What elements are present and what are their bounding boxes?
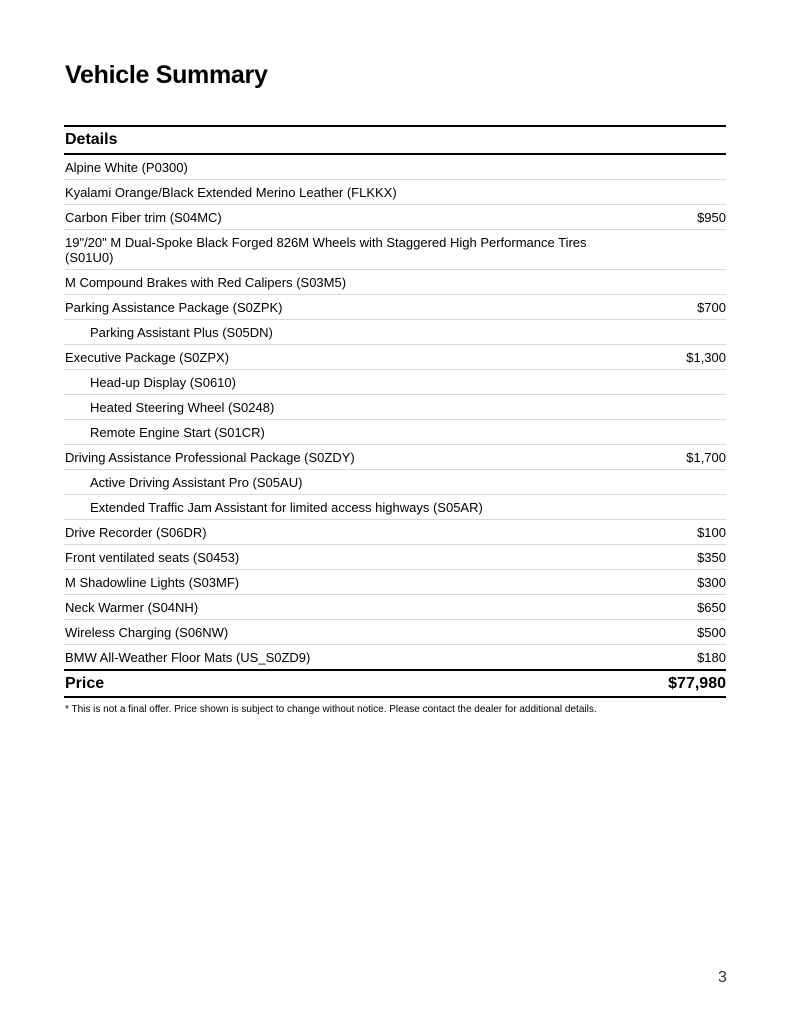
item-label: Parking Assistant Plus (S05DN) [90,325,273,340]
item-label: Carbon Fiber trim (S04MC) [65,210,222,225]
details-header: Details [64,125,726,155]
item-label: 19"/20" M Dual-Spoke Black Forged 826M Wheels with Staggered High Performance Tires (S01U0) [65,235,587,265]
item-row [64,645,726,669]
item-label: Head-up Display (S0610) [90,375,236,390]
item-label: BMW All-Weather Floor Mats (US_S0ZD9) [65,650,311,665]
item-row [64,520,726,545]
total-row [64,669,726,698]
sub-item-row [64,320,726,345]
item-label: Kyalami Orange/Black Extended Merino Leather (FLKKX) [65,185,397,200]
sub-item-row [64,370,726,395]
vehicle-summary-table [64,125,726,716]
item-label: M Shadowline Lights (S03MF) [65,575,240,590]
item-label: Drive Recorder (S06DR) [65,525,207,540]
item-row [64,620,726,645]
item-label: Driving Assistance Professional Package (S0ZDY) [65,450,355,465]
item-label: Remote Engine Start (S01CR) [90,425,265,440]
item-label: Neck Warmer (S04NH) [65,600,199,615]
item-row [64,205,726,230]
sub-item-row [64,420,726,445]
item-row [64,570,726,595]
item-price: $350 [697,550,726,565]
total-label: Price [65,675,105,692]
page-title: Vehicle Summary [65,61,268,89]
item-label: Parking Assistance Package (S0ZPK) [65,300,283,315]
item-row [64,445,726,470]
sub-item-row [64,470,726,495]
item-price: $1,300 [686,350,726,365]
item-row [64,180,726,205]
item-label: M Compound Brakes with Red Calipers (S03M5) [65,275,347,290]
item-row [64,270,726,295]
item-label: Executive Package (S0ZPX) [65,350,230,365]
sub-item-row [64,395,726,420]
item-price: $700 [697,300,726,315]
sub-item-row [64,495,726,520]
item-row [64,230,726,270]
item-label: Active Driving Assistant Pro (S05AU) [90,475,303,490]
item-row [64,155,726,180]
item-row [64,345,726,370]
total-price: $77,980 [668,675,726,692]
disclaimer: * This is not a final offer. Price shown is subject to change without notice. Please contact the dealer for additional details. [65,704,597,715]
item-price: $100 [697,525,726,540]
item-label: Wireless Charging (S06NW) [65,625,229,640]
item-label: Heated Steering Wheel (S0248) [90,400,275,415]
details-list [64,155,726,669]
item-row [64,595,726,620]
item-price: $1,700 [686,450,726,465]
item-label: Front ventilated seats (S0453) [65,550,240,565]
item-row [64,545,726,570]
item-price: $950 [697,210,726,225]
page-number: 3 [718,969,727,986]
item-price: $650 [697,600,726,615]
item-label: Extended Traffic Jam Assistant for limited access highways (S05AR) [90,500,483,515]
item-price: $180 [697,650,726,665]
item-label: Alpine White (P0300) [65,160,188,175]
item-price: $300 [697,575,726,590]
item-price: $500 [697,625,726,640]
item-row [64,295,726,320]
